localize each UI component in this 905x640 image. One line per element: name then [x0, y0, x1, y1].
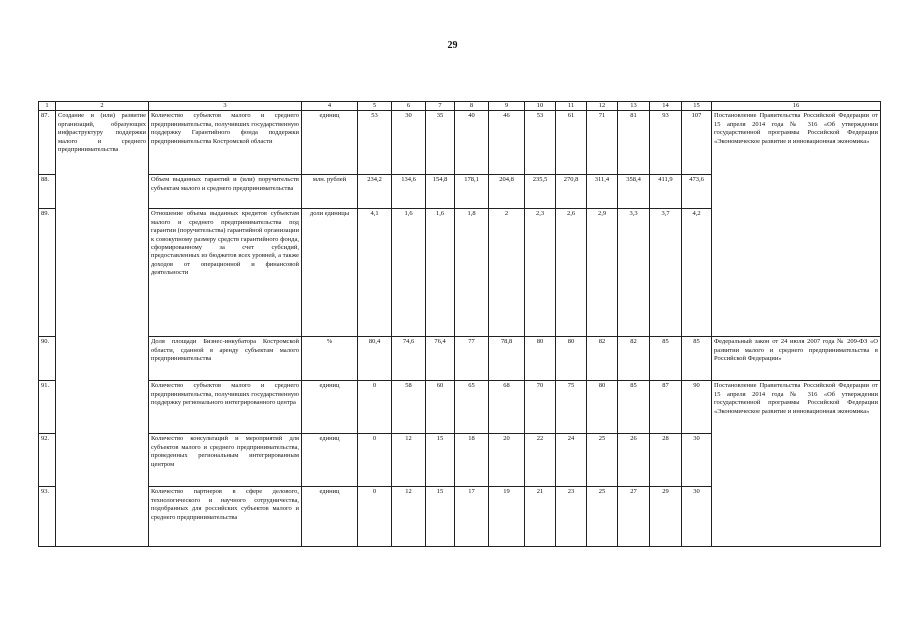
- value-cell: 3,3: [618, 209, 650, 337]
- indicator-cell: Количество партнеров в сфере делового, технологического и научного сотрудничества, подобранных для российских субъектов малого и среднего предпринимательства: [149, 487, 302, 547]
- value-cell: 76,4: [426, 337, 455, 381]
- value-cell: 40: [455, 111, 489, 175]
- value-cell: 234,2: [358, 175, 392, 209]
- row-number: 87.: [39, 111, 56, 175]
- value-cell: 12: [392, 434, 426, 487]
- value-cell: 107: [682, 111, 712, 175]
- indicator-cell: Количество консультаций и мероприятий для субъектов малого и среднего предпринимательства, проведенных региональным интегрированным центром: [149, 434, 302, 487]
- value-cell: 28: [650, 434, 682, 487]
- indicator-cell: Объем выданных гарантий и (или) поручительств субъектам малого и среднего предпринимательства: [149, 175, 302, 209]
- value-cell: 53: [358, 111, 392, 175]
- header-cell: 3: [149, 102, 302, 111]
- value-cell: 3,7: [650, 209, 682, 337]
- indicator-cell: Количество субъектов малого и среднего предпринимательства, получивших государственную поддержку регионального интегрированного центра: [149, 381, 302, 434]
- value-cell: 1,8: [455, 209, 489, 337]
- value-cell: 22: [525, 434, 556, 487]
- value-cell: 30: [682, 487, 712, 547]
- value-cell: 17: [455, 487, 489, 547]
- value-cell: 27: [618, 487, 650, 547]
- header-cell: 13: [618, 102, 650, 111]
- unit-cell: единиц: [302, 487, 358, 547]
- indicators-table: [38, 101, 881, 547]
- unit-cell: единиц: [302, 434, 358, 487]
- value-cell: 85: [618, 381, 650, 434]
- value-cell: 20: [489, 434, 525, 487]
- unit-cell: %: [302, 337, 358, 381]
- value-cell: 80: [556, 337, 587, 381]
- value-cell: 30: [682, 434, 712, 487]
- value-cell: 82: [587, 337, 618, 381]
- value-cell: 0: [358, 381, 392, 434]
- value-cell: 60: [426, 381, 455, 434]
- table-row: [39, 381, 881, 434]
- value-cell: 270,8: [556, 175, 587, 209]
- value-cell: 75: [556, 381, 587, 434]
- value-cell: 80,4: [358, 337, 392, 381]
- unit-cell: доли единицы: [302, 209, 358, 337]
- goal-cell: Создание и (или) развитие организаций, образующих инфраструктуру поддержки малого и среднего предпринимательства: [56, 111, 149, 547]
- header-cell: 1: [39, 102, 56, 111]
- header-cell: 6: [392, 102, 426, 111]
- value-cell: 19: [489, 487, 525, 547]
- row-number: 88.: [39, 175, 56, 209]
- value-cell: 411,9: [650, 175, 682, 209]
- header-cell: 2: [56, 102, 149, 111]
- value-cell: 23: [556, 487, 587, 547]
- value-cell: 25: [587, 487, 618, 547]
- value-cell: 1,6: [426, 209, 455, 337]
- value-cell: 35: [426, 111, 455, 175]
- value-cell: 235,5: [525, 175, 556, 209]
- value-cell: 25: [587, 434, 618, 487]
- value-cell: 18: [455, 434, 489, 487]
- table-row: [39, 337, 881, 381]
- value-cell: 26: [618, 434, 650, 487]
- header-cell: 15: [682, 102, 712, 111]
- value-cell: 4,1: [358, 209, 392, 337]
- value-cell: 74,6: [392, 337, 426, 381]
- value-cell: 53: [525, 111, 556, 175]
- header-cell: 10: [525, 102, 556, 111]
- value-cell: 80: [525, 337, 556, 381]
- indicator-cell: Доля площади Бизнес-инкубатора Костромской области, сданной в аренду субъектам малого предпринимательства: [149, 337, 302, 381]
- value-cell: 24: [556, 434, 587, 487]
- value-cell: 78,8: [489, 337, 525, 381]
- unit-cell: единиц: [302, 111, 358, 175]
- value-cell: 204,8: [489, 175, 525, 209]
- value-cell: 87: [650, 381, 682, 434]
- value-cell: 2,6: [556, 209, 587, 337]
- row-number: 92.: [39, 434, 56, 487]
- basis-cell: Постановление Правительства Российской Федерации от 15 апреля 2014 года № 316 «Об утверждении государственной программы Российской Федерации «Экономическое развитие и инновационная экономика»: [712, 111, 881, 337]
- value-cell: 311,4: [587, 175, 618, 209]
- value-cell: 85: [682, 337, 712, 381]
- value-cell: 82: [618, 337, 650, 381]
- unit-cell: единиц: [302, 381, 358, 434]
- basis-cell: Федеральный закон от 24 июля 2007 года № 209-ФЗ «О развитии малого и среднего предпринимательства в Российской Федерации»: [712, 337, 881, 381]
- row-number: 90.: [39, 337, 56, 381]
- value-cell: 30: [392, 111, 426, 175]
- value-cell: 154,8: [426, 175, 455, 209]
- value-cell: 68: [489, 381, 525, 434]
- value-cell: 93: [650, 111, 682, 175]
- page-number: 29: [447, 40, 458, 51]
- indicator-cell: Отношение объема выданных кредитов субъектам малого и среднего предпринимательства под гарантии (поручительства) гарантийной организации к совокупному размеру средств гарантийного фонда, сформированному за счет субсидий, предоставленных из бюджетов всех уровней, а также доходов от операционной и финансовой деятельности: [149, 209, 302, 337]
- value-cell: 81: [618, 111, 650, 175]
- value-cell: 90: [682, 381, 712, 434]
- header-cell: 16: [712, 102, 881, 111]
- row-number: 93.: [39, 487, 56, 547]
- header-cell: 11: [556, 102, 587, 111]
- table-row: [39, 111, 881, 175]
- header-cell: 9: [489, 102, 525, 111]
- header-cell: 8: [455, 102, 489, 111]
- value-cell: 178,1: [455, 175, 489, 209]
- value-cell: 58: [392, 381, 426, 434]
- value-cell: 61: [556, 111, 587, 175]
- header-row: [39, 102, 881, 111]
- header-cell: 5: [358, 102, 392, 111]
- unit-cell: млн. рублей: [302, 175, 358, 209]
- header-cell: 12: [587, 102, 618, 111]
- value-cell: 134,6: [392, 175, 426, 209]
- value-cell: 15: [426, 487, 455, 547]
- value-cell: 473,6: [682, 175, 712, 209]
- value-cell: 358,4: [618, 175, 650, 209]
- value-cell: 46: [489, 111, 525, 175]
- value-cell: 2,9: [587, 209, 618, 337]
- row-number: 91.: [39, 381, 56, 434]
- value-cell: 15: [426, 434, 455, 487]
- value-cell: 71: [587, 111, 618, 175]
- value-cell: 0: [358, 487, 392, 547]
- value-cell: 77: [455, 337, 489, 381]
- value-cell: 4,2: [682, 209, 712, 337]
- value-cell: 70: [525, 381, 556, 434]
- value-cell: 2,3: [525, 209, 556, 337]
- indicator-cell: Количество субъектов малого и среднего предпринимательства, получивших государственную поддержку Гарантийного фонда поддержки предпринимательства Костромской области: [149, 111, 302, 175]
- value-cell: 1,6: [392, 209, 426, 337]
- value-cell: 29: [650, 487, 682, 547]
- header-cell: 14: [650, 102, 682, 111]
- value-cell: 65: [455, 381, 489, 434]
- value-cell: 2: [489, 209, 525, 337]
- value-cell: 12: [392, 487, 426, 547]
- value-cell: 85: [650, 337, 682, 381]
- value-cell: 21: [525, 487, 556, 547]
- value-cell: 80: [587, 381, 618, 434]
- row-number: 89.: [39, 209, 56, 337]
- header-cell: 4: [302, 102, 358, 111]
- value-cell: 0: [358, 434, 392, 487]
- header-cell: 7: [426, 102, 455, 111]
- basis-cell: Постановление Правительства Российской Федерации от 15 апреля 2014 года № 316 «Об утверждении государственной программы Российской Федерации «Экономическое развитие и инновационная экономика»: [712, 381, 881, 547]
